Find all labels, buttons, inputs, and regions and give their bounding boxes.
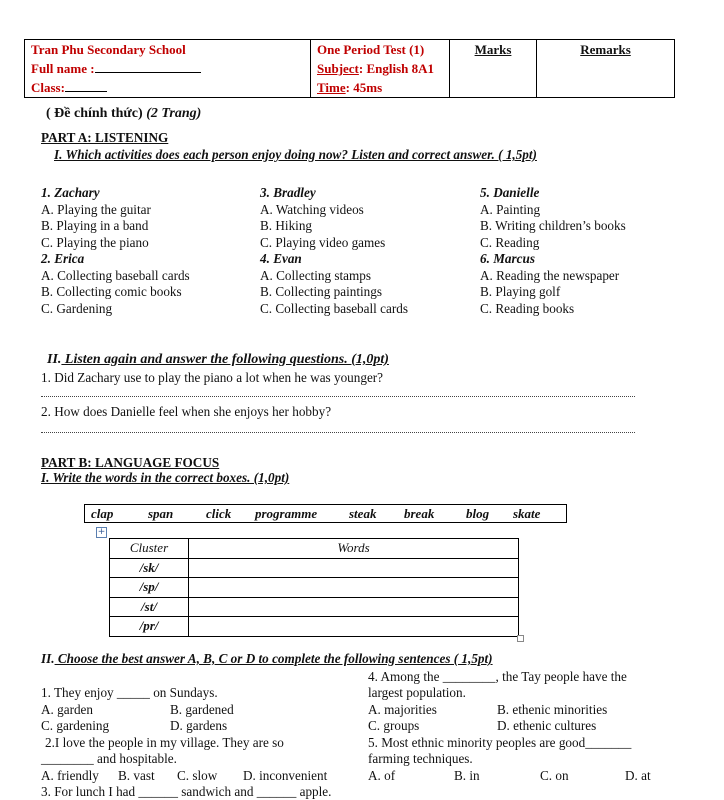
option-item[interactable]: A. Collecting baseball cards	[41, 267, 190, 283]
word[interactable]: programme	[255, 506, 318, 521]
option-item[interactable]: A. Watching videos	[260, 201, 364, 217]
word[interactable]: blog	[466, 506, 490, 521]
mcq-option[interactable]: A. garden	[41, 702, 93, 717]
word[interactable]: span	[148, 506, 174, 521]
official-note	[46, 106, 201, 122]
person-name: 3. Bradley	[260, 185, 316, 200]
answer-line-1[interactable]	[41, 396, 635, 397]
person-name: 4. Evan	[260, 251, 302, 266]
full-name-field[interactable]	[25, 59, 310, 78]
cluster-cell: /pr/	[110, 617, 189, 637]
words-cell[interactable]	[189, 578, 519, 598]
header-test-cell	[311, 40, 450, 98]
people-col-1	[41, 185, 190, 317]
table-resize-handle[interactable]	[517, 635, 524, 642]
mcq-option[interactable]: A. friendly	[41, 768, 99, 783]
option-item[interactable]: B. Writing children’s books	[480, 218, 626, 233]
mcq-5-line-1: 5. Most ethnic minority peoples are good_______	[368, 735, 632, 750]
option-item[interactable]: C. Playing video games	[260, 234, 386, 250]
part-b-q2-title	[41, 651, 493, 667]
person-name: 2. Erica	[41, 251, 85, 266]
option-item[interactable]: A. Reading the newspaper	[480, 267, 620, 283]
marks-cell[interactable]	[450, 40, 537, 98]
subject-value: : English 8A1	[358, 61, 435, 76]
part-b-title: PART B: LANGUAGE FOCUS	[41, 455, 220, 470]
mcq-2-line-1: 2.I love the people in my village. They are so	[45, 735, 284, 750]
person-name: 6. Marcus	[480, 251, 535, 266]
part-a-q2-prefix: II.	[47, 352, 62, 367]
part-a-q2-text: Listen again and answer the following questions. (1,0pt)	[61, 352, 389, 367]
time-label: Time	[317, 80, 346, 95]
mcq-option[interactable]: C. gardening	[41, 718, 110, 733]
mcq-1: 1. They enjoy _____ on Sundays.	[41, 685, 218, 700]
part-a-q1-title: I. Which activities does each person enjoy doing now? Listen and correct answer. ( 1,5pt)	[54, 147, 537, 162]
word[interactable]: clap	[91, 506, 114, 521]
school-name: Tran Phu Secondary School	[31, 42, 186, 57]
mcq-option[interactable]: A. majorities	[368, 702, 437, 717]
remarks-cell[interactable]	[537, 40, 675, 98]
person-name: 1. Zachary	[41, 185, 100, 200]
mcq-4-line-1: 4. Among the ________, the Tay people have the	[368, 669, 627, 684]
mcq-2-line-2: ________ and hospitable.	[41, 751, 177, 766]
part-a-q2-title	[47, 352, 389, 368]
part-b-q1-title: I. Write the words in the correct boxes. (1,0pt)	[41, 470, 290, 485]
option-item[interactable]: A. Painting	[480, 201, 541, 217]
header-student-cell	[25, 40, 311, 98]
mcq-option[interactable]: B. ethenic minorities	[497, 702, 608, 717]
answer-line-2[interactable]	[41, 432, 635, 433]
option-item[interactable]: C. Gardening	[41, 300, 113, 316]
option-item[interactable]: A. Collecting stamps	[260, 267, 371, 283]
cluster-cell: /sk/	[110, 558, 189, 578]
word[interactable]: click	[206, 506, 232, 521]
words-cell[interactable]	[189, 558, 519, 578]
option-item[interactable]: B. Playing golf	[480, 284, 561, 299]
mcq-option[interactable]: C. on	[540, 768, 569, 783]
part-b-q2-text: Choose the best answer A, B, C or D to complete the following sentences ( 1,5pt)	[54, 651, 493, 666]
mcq-option[interactable]: C. slow	[177, 768, 218, 783]
time-line	[311, 78, 449, 97]
mcq-option[interactable]: B. vast	[118, 768, 155, 783]
full-name-label: Full name :	[31, 61, 95, 76]
option-item[interactable]: A. Playing the guitar	[41, 201, 151, 217]
mcq-option[interactable]: B. in	[454, 768, 480, 783]
mcq-option[interactable]: B. gardened	[170, 702, 234, 717]
cluster-header: Cluster	[110, 539, 189, 559]
marks-label: Marks	[474, 42, 512, 57]
official-note-b: (2 Trang)	[142, 106, 202, 121]
people-col-3	[480, 185, 626, 317]
subject-line	[311, 59, 449, 78]
mcq-option[interactable]: A. of	[368, 768, 396, 783]
option-item[interactable]: B. Playing in a band	[41, 218, 149, 233]
question-2: 2. How does Danielle feel when she enjoys her hobby?	[41, 404, 332, 419]
time-value: : 45ms	[345, 80, 383, 95]
mcq-option[interactable]: D. ethenic cultures	[497, 718, 597, 733]
people-col-2	[260, 185, 408, 317]
subject-label: Subject	[317, 61, 359, 76]
mcq-4-line-2: largest population.	[368, 685, 466, 700]
remarks-label: Remarks	[580, 42, 631, 57]
option-item[interactable]: C. Reading books	[480, 300, 575, 316]
option-item[interactable]: B. Hiking	[260, 218, 313, 233]
option-item[interactable]: B. Collecting comic books	[41, 284, 182, 299]
class-field[interactable]	[25, 78, 310, 97]
mcq-5-line-2: farming techniques.	[368, 751, 473, 766]
mcq-option[interactable]: D. gardens	[170, 718, 228, 733]
words-cell[interactable]	[189, 597, 519, 617]
mcq-option[interactable]: C. groups	[368, 718, 420, 733]
mcq-3: 3. For lunch I had ______ sandwich and ______ apple.	[41, 784, 332, 799]
option-item[interactable]: C. Collecting baseball cards	[260, 300, 408, 316]
table-move-handle-icon[interactable]: +	[97, 527, 106, 537]
option-item[interactable]: C. Playing the piano	[41, 234, 149, 250]
word[interactable]: break	[404, 506, 435, 521]
option-item[interactable]: B. Collecting paintings	[260, 284, 382, 299]
official-note-a: ( Đề chính thức)	[46, 106, 143, 121]
mcq-option[interactable]: D. inconvenient	[243, 768, 328, 783]
test-name: One Period Test (1)	[317, 42, 425, 57]
part-a-title: PART A: LISTENING	[41, 130, 169, 145]
cluster-cell: /sp/	[110, 578, 189, 598]
person-name: 5. Danielle	[480, 185, 540, 200]
words-header: Words	[189, 539, 519, 559]
part-b-q2-prefix: II.	[41, 651, 55, 666]
header-table	[24, 39, 675, 98]
cluster-table	[109, 538, 519, 637]
mcq-option[interactable]: D. at	[625, 768, 651, 783]
cluster-cell: /st/	[110, 597, 189, 617]
word[interactable]: skate	[513, 506, 541, 521]
question-1: 1. Did Zachary use to play the piano a lot when he was younger?	[41, 370, 384, 385]
option-item[interactable]: C. Reading	[480, 234, 540, 250]
word[interactable]: steak	[349, 506, 377, 521]
word-box	[84, 504, 567, 523]
words-cell[interactable]	[189, 617, 519, 637]
class-label: Class:	[31, 80, 65, 95]
